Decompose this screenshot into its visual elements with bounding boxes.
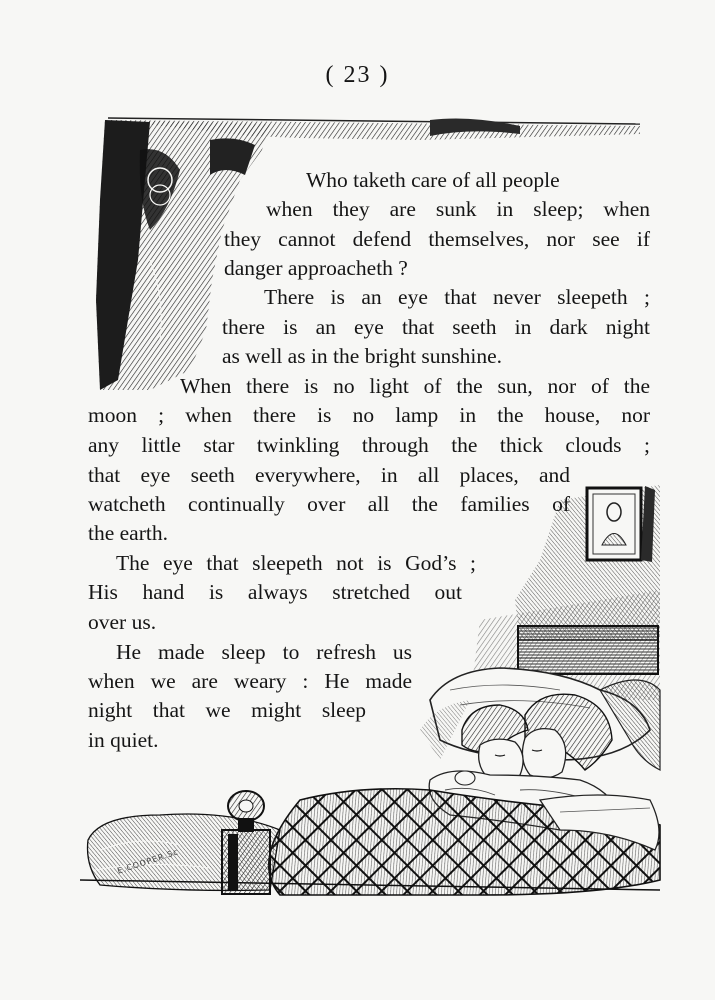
text-line: as well as in the bright sunshine. [222,344,503,368]
bed-headboard [518,626,658,674]
text-line: when they are sunk in sleep; when [266,197,650,221]
text-line: the earth. [88,521,168,545]
text-line: in quiet. [88,728,159,752]
wall-portrait-frame [587,486,655,562]
engraver-signature: E.COOPER.Sc [116,847,180,876]
text-line: over us. [88,610,157,634]
page-number: ( 23 ) [325,62,390,88]
text-line: there is an eye that seeth in dark night [222,315,650,339]
text-line: watcheth continually over all the families of [88,492,570,516]
text-line: night that we might sleep [88,698,366,722]
text-line: There is an eye that never sleepeth ; [264,285,650,309]
text-line: His hand is always stretched out [88,580,462,604]
text-line: moon ; when there is no lamp in the house, nor [88,403,650,427]
bed-quilt [269,789,660,895]
text-line: He made sleep to refresh us [116,640,412,664]
text-line: any little star twinkling through the thick clouds ; [88,433,650,457]
text-line: when we are weary : He made [88,669,412,693]
text-line: that eye seeth everywhere, in all places, and [88,463,570,487]
text-line: The eye that sleepeth not is God’s ; [116,551,476,575]
bedpost [222,791,270,894]
text-line: Who taketh care of all people [306,168,560,192]
text-line: danger approacheth ? [224,256,408,280]
text-line: When there is no light of the sun, nor of the [180,374,650,398]
text-line: they cannot defend themselves, nor see if [224,227,650,251]
